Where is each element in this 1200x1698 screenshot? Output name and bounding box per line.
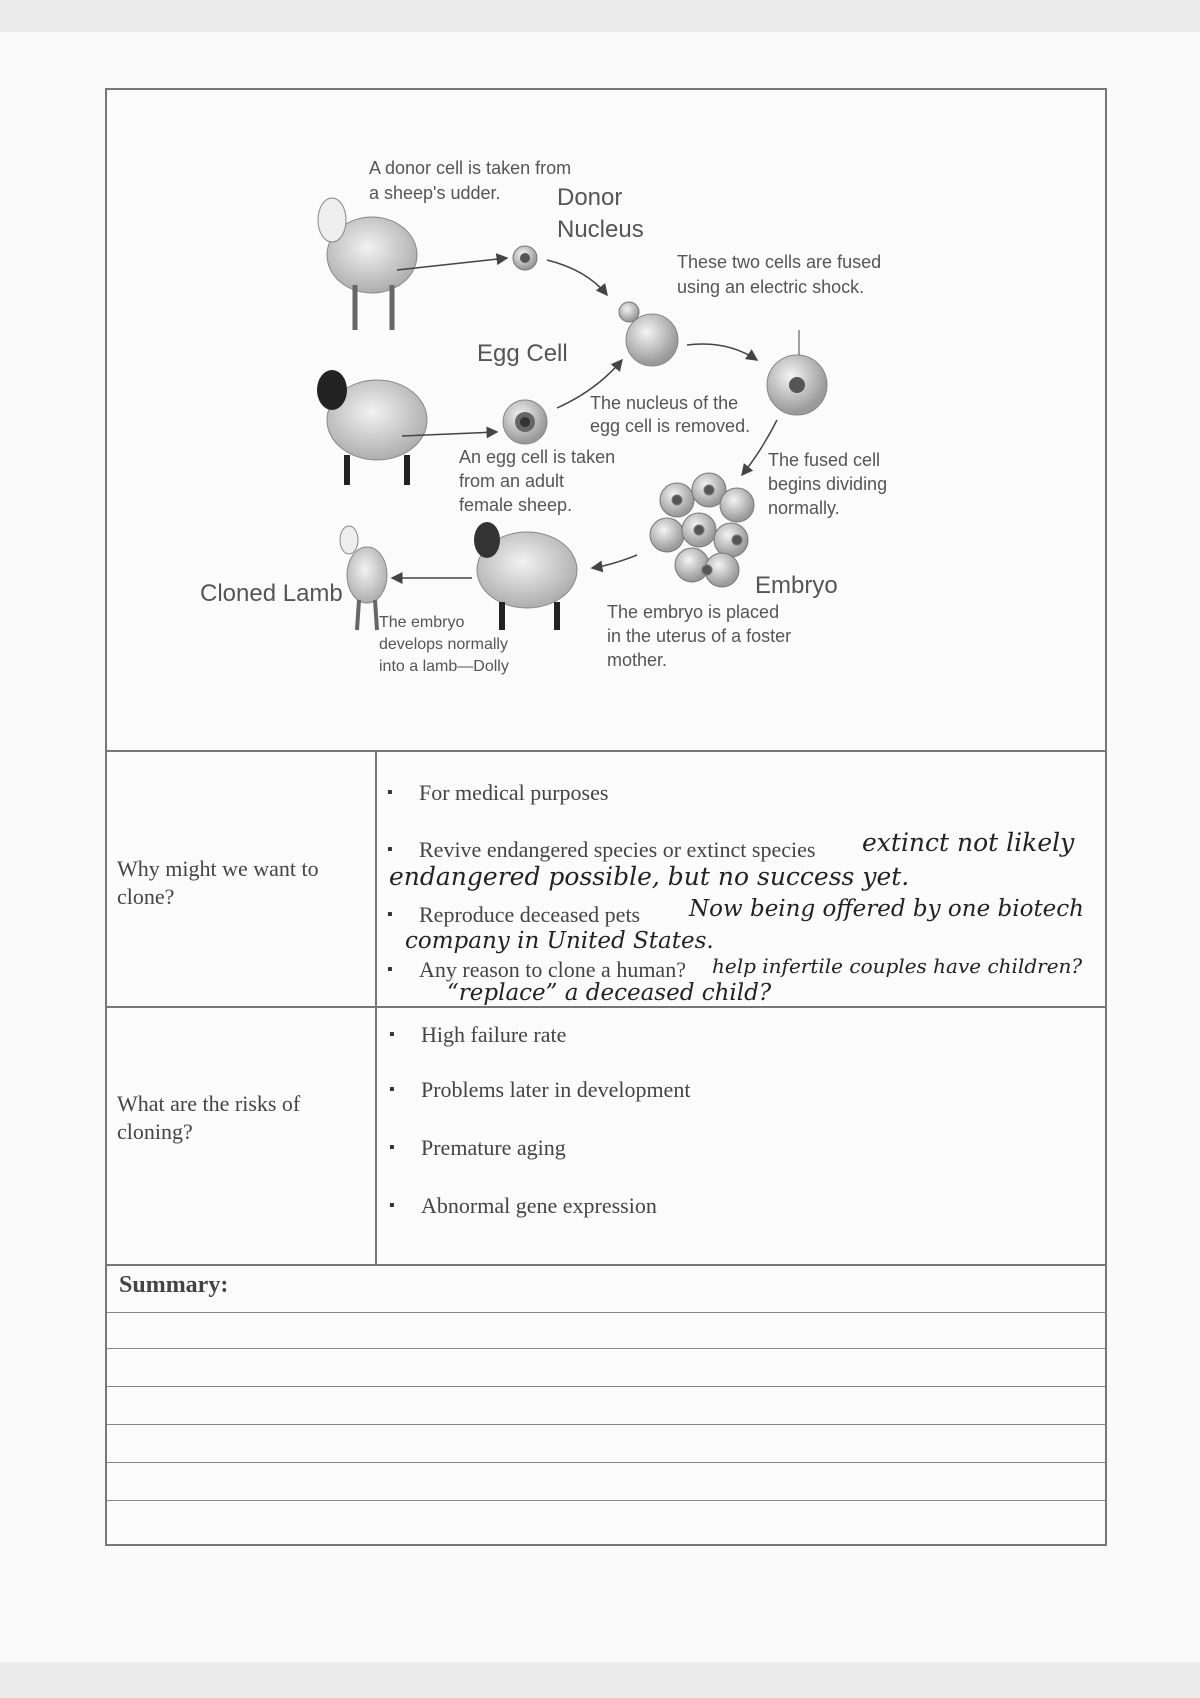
cloned-lamb-label: Cloned Lamb xyxy=(200,580,343,607)
uterus-caption-line: in the uterus of a foster xyxy=(607,626,792,646)
risks-bullet: ▪ Problems later in development xyxy=(421,1077,690,1103)
why-clone-bullet: ▪ For medical purposes xyxy=(419,780,608,806)
summary-label: Summary: xyxy=(119,1272,229,1298)
dolly-caption-line: develops normally xyxy=(379,636,508,653)
uterus-caption-line: mother. xyxy=(607,650,668,670)
embryo-label: Embryo xyxy=(755,572,838,599)
egg-taken-caption xyxy=(459,445,615,517)
embryo-icon xyxy=(650,473,754,587)
uterus-caption xyxy=(607,600,791,672)
fused-dividing-caption xyxy=(768,448,887,520)
summary-rule xyxy=(107,1348,1105,1349)
egg-taken-line: from an adult xyxy=(459,471,565,491)
risks-bullet: ▪ Abnormal gene expression xyxy=(421,1193,657,1219)
risks-question: What are the risks of cloning? xyxy=(117,1091,301,1144)
fused-cells-caption xyxy=(677,250,881,300)
donor-sheep-icon xyxy=(318,198,417,330)
handwritten-note: extinct not likely xyxy=(862,828,1075,857)
donor-nucleus-cell-icon xyxy=(513,246,537,270)
egg-cell-icon xyxy=(503,400,547,444)
egg-taken-line: female sheep. xyxy=(459,495,573,515)
handwritten-note: help infertile couples have children? xyxy=(712,954,1083,978)
fused-dividing-line: begins dividing xyxy=(768,474,888,494)
donor-caption-line: A donor cell is taken from xyxy=(369,158,572,178)
donor-cell-caption xyxy=(369,156,571,206)
column-divider xyxy=(375,750,377,1264)
row-divider xyxy=(107,1006,1105,1008)
nucleus-removed-line: egg cell is removed. xyxy=(590,416,751,436)
why-clone-bullet: ▪ Revive endangered species or extinct species xyxy=(419,837,815,863)
nucleus-removed-line: The nucleus of the xyxy=(590,393,739,413)
donor-nucleus-line: Nucleus xyxy=(557,216,644,243)
fused-cell-icon xyxy=(767,330,827,415)
fusing-cells-icon xyxy=(619,302,678,366)
summary-rule xyxy=(107,1500,1105,1501)
why-clone-bullet: ▪ Any reason to clone a human? xyxy=(419,957,686,983)
handwritten-note: company in United States. xyxy=(405,928,714,954)
risks-bullet: ▪ High failure rate xyxy=(421,1022,566,1048)
donor-caption-line: a sheep's udder. xyxy=(369,183,501,203)
fused-caption-line: using an electric shock. xyxy=(677,277,865,297)
why-clone-bullet: ▪ Reproduce deceased pets xyxy=(419,902,640,928)
summary-rule xyxy=(107,1312,1105,1313)
summary-rule xyxy=(107,1424,1105,1425)
dolly-caption-line: The embryo xyxy=(379,614,465,631)
row-divider xyxy=(107,1264,1105,1266)
summary-rule xyxy=(107,1462,1105,1463)
uterus-caption-line: The embryo is placed xyxy=(607,602,780,622)
fused-dividing-line: normally. xyxy=(768,498,840,518)
handwritten-note: Now being offered by one biotech xyxy=(689,896,1084,922)
worksheet-table xyxy=(105,88,1107,1546)
nucleus-removed-caption xyxy=(590,392,750,438)
handwritten-note: “replace” a deceased child? xyxy=(447,980,772,1006)
egg-donor-sheep-icon xyxy=(317,370,427,485)
donor-nucleus-line: Donor xyxy=(557,184,623,211)
row-divider xyxy=(107,750,1105,752)
dolly-caption-line: into a lamb—Dolly xyxy=(379,658,509,675)
donor-nucleus-label xyxy=(557,182,644,246)
cloning-diagram xyxy=(107,90,1105,750)
summary-rule xyxy=(107,1386,1105,1387)
risks-bullet: ▪ Premature aging xyxy=(421,1135,566,1161)
why-clone-question: Why might we want to clone? xyxy=(117,856,319,909)
egg-taken-line: An egg cell is taken xyxy=(459,447,616,467)
fused-dividing-line: The fused cell xyxy=(768,450,881,470)
fused-caption-line: These two cells are fused xyxy=(677,252,882,272)
handwritten-note: endangered possible, but no success yet. xyxy=(389,862,910,891)
dolly-caption xyxy=(379,612,509,678)
egg-cell-label: Egg Cell xyxy=(477,340,568,367)
